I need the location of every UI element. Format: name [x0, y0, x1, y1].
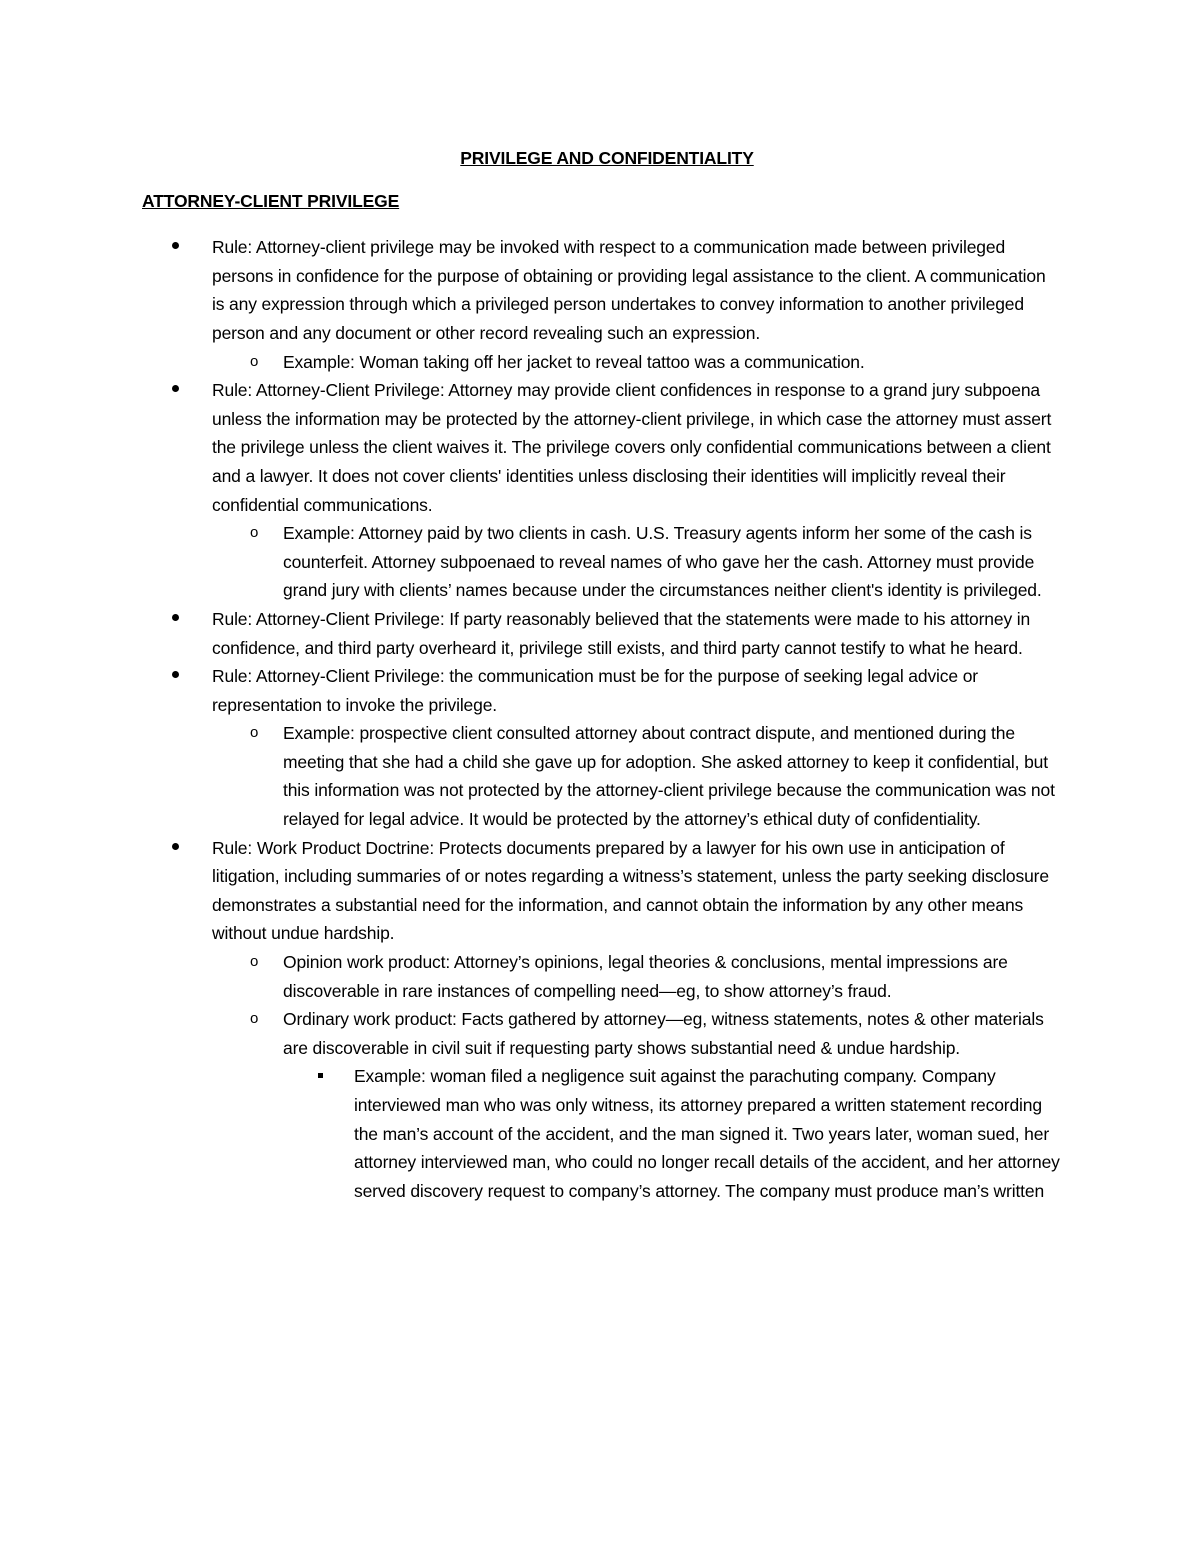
list-item — [142, 834, 1062, 948]
bullet-icon — [172, 233, 179, 262]
list-item-text: Example: prospective client consulted attorney about contract dispute, and mentioned during the meeting that she had a child she gave up for adoption. She asked attorney to keep it confidential, but this information was not protected by the attorney-client privilege because the communication was not relayed for legal advice. It would be protected by the attorney’s ethical duty of confidentiality. — [283, 723, 1055, 830]
outline-list — [142, 233, 1062, 1205]
square-bullet-icon — [318, 1063, 323, 1092]
list-item-text: Example: woman filed a negligence suit against the parachuting company. Company interviewed man who was only witness, its attorney prepared a written statement recording the man’s account of the accident, and the man signed it. Two years later, woman sued, her attorney interviewed man, who could no longer recall details of the accident, and her attorney served discovery request to company’s attorney. The company must produce man’s written — [354, 1066, 1060, 1201]
list-item-text: Example: Woman taking off her jacket to reveal tattoo was a communication. — [283, 351, 865, 372]
list-item-text: Opinion work product: Attorney’s opinions, legal theories & conclusions, mental impressions are discoverable in rare instances of compelling need—eg, to show attorney’s fraud. — [283, 952, 1008, 1001]
bullet-icon — [172, 834, 179, 863]
list-item-text: Rule: Attorney-client privilege may be invoked with respect to a communication made between privileged persons in confidence for the purpose of obtaining or providing legal assistance to the client. A communication is any expression through which a privileged person undertakes to convey information to another privileged person and any document or other record revealing such an expression. — [212, 237, 1046, 343]
list-item — [142, 1005, 1062, 1062]
list-item-text: Ordinary work product: Facts gathered by attorney—eg, witness statements, notes & other materials are discoverable in civil suit if requesting party shows substantial need & undue hardship. — [283, 1009, 1044, 1058]
list-item — [142, 719, 1062, 833]
bullet-icon — [172, 662, 179, 691]
bullet-icon — [172, 605, 179, 634]
circle-bullet-icon: o — [250, 953, 259, 971]
list-item-text: Rule: Attorney-Client Privilege: Attorney may provide client confidences in response to a grand jury subpoena unless the information may be protected by the attorney-client privilege, in which case the attorney must assert the privilege unless the client waives it. The privilege covers only confidential communications between a client and a lawyer. It does not cover clients' identities unless disclosing their identities will implicitly reveal their confidential communications. — [212, 380, 1052, 515]
list-item — [142, 605, 1062, 662]
list-item — [142, 662, 1062, 719]
list-item — [142, 376, 1062, 519]
list-item — [142, 948, 1062, 1005]
section-heading: ATTORNEY-CLIENT PRIVILEGE — [142, 190, 400, 211]
circle-bullet-icon: o — [250, 1010, 259, 1028]
list-item — [142, 1062, 1062, 1205]
bullet-icon — [172, 376, 179, 405]
list-item-text: Rule: Attorney-Client Privilege: the communication must be for the purpose of seeking legal advice or representation to invoke the privilege. — [212, 666, 978, 715]
document-title: PRIVILEGE AND CONFIDENTIALITY — [460, 148, 754, 168]
list-item-text: Rule: Work Product Doctrine: Protects documents prepared by a lawyer for his own use in anticipation of litigation, including summaries of or notes regarding a witness’s statement, unless the party seeking disclosure demonstrates a substantial need for the information, and cannot obtain the information by any other means without undue hardship. — [212, 837, 1049, 944]
document-body — [142, 144, 1062, 1205]
circle-bullet-icon: o — [250, 524, 259, 542]
list-item-text: Example: Attorney paid by two clients in cash. U.S. Treasury agents inform her some of the cash is counterfeit. Attorney subpoenaed to reveal names of who gave her the cash. Attorney must provide grand jury with clients’ names because under the circumstances neither client's identity is privileged. — [283, 523, 1042, 601]
circle-bullet-icon: o — [250, 352, 259, 370]
list-item — [142, 519, 1062, 605]
list-item-text: Rule: Attorney-Client Privilege: If party reasonably believed that the statements were made to his attorney in confidence, and third party overheard it, privilege still exists, and third party cannot testify to what he heard. — [212, 608, 1031, 658]
list-item — [142, 233, 1062, 347]
circle-bullet-icon: o — [250, 724, 259, 742]
list-item — [142, 348, 1062, 377]
